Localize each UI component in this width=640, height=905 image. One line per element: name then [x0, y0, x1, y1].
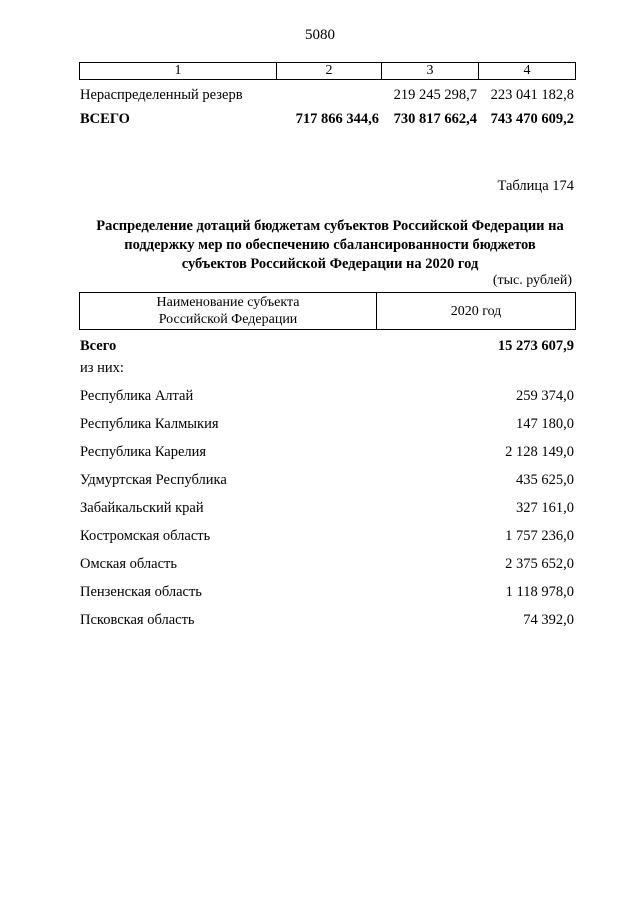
- title-line: поддержку мер по обеспечению сбалансированности бюджетов: [124, 237, 536, 253]
- region-name: Республика Карелия: [80, 444, 207, 460]
- region-name: Пензенская область: [80, 584, 202, 600]
- row-col4: 223 041 182,8: [490, 87, 574, 103]
- header-year-cell: 2020 год: [377, 293, 576, 330]
- list-item: [0, 554, 640, 574]
- region-value: 435 625,0: [516, 472, 574, 488]
- of-which-label: из них:: [80, 360, 124, 376]
- region-name: Костромская область: [80, 528, 211, 544]
- region-name: Республика Алтай: [80, 388, 194, 404]
- table-row-unallocated-reserve: [0, 85, 640, 105]
- table-number: Таблица 174: [497, 178, 574, 194]
- list-item: [0, 610, 640, 630]
- list-item: [0, 386, 640, 406]
- header-name-line2: Российской Федерации: [158, 312, 298, 327]
- header-name-cell: [80, 293, 377, 330]
- row-col3: 219 245 298,7: [393, 87, 477, 103]
- table-header: [79, 292, 576, 330]
- region-name: Удмуртская Республика: [80, 472, 227, 488]
- row-col3: 730 817 662,4: [393, 111, 477, 127]
- total-row: [0, 336, 640, 356]
- column-number-3: 3: [382, 63, 479, 80]
- list-item: [0, 442, 640, 462]
- region-value: 74 392,0: [523, 612, 574, 628]
- total-label: Всего: [80, 338, 117, 354]
- list-item: [0, 470, 640, 490]
- header-name-line1: Наименование субъекта: [156, 295, 300, 310]
- column-number-4: 4: [479, 63, 576, 80]
- table-title: [60, 217, 600, 274]
- row-label: ВСЕГО: [80, 111, 130, 127]
- region-name: Омская область: [80, 556, 177, 572]
- row-col4: 743 470 609,2: [490, 111, 574, 127]
- region-value: 1 757 236,0: [505, 528, 574, 544]
- region-name: Забайкальский край: [80, 500, 204, 516]
- units-label: (тыс. рублей): [492, 273, 572, 288]
- total-value: 15 273 607,9: [497, 338, 574, 354]
- region-value: 2 375 652,0: [505, 556, 574, 572]
- column-number-2: 2: [277, 63, 382, 80]
- table-row-grand-total: [0, 109, 640, 129]
- column-number-header: [79, 62, 576, 80]
- list-item: [0, 498, 640, 518]
- region-name: Псковская область: [80, 612, 195, 628]
- row-col2: 717 866 344,6: [295, 111, 379, 127]
- page-number: 5080: [305, 27, 335, 43]
- of-which-row: [0, 358, 640, 378]
- title-line: Распределение дотаций бюджетам субъектов Российской Федерации на: [96, 218, 564, 234]
- region-value: 1 118 978,0: [505, 584, 574, 600]
- title-line: субъектов Российской Федерации на 2020 год: [181, 256, 479, 272]
- list-item: [0, 526, 640, 546]
- region-value: 259 374,0: [516, 388, 574, 404]
- region-value: 327 161,0: [516, 500, 574, 516]
- region-value: 2 128 149,0: [505, 444, 574, 460]
- region-name: Республика Калмыкия: [80, 416, 219, 432]
- region-value: 147 180,0: [516, 416, 574, 432]
- row-label: Нераспределенный резерв: [80, 87, 243, 103]
- list-item: [0, 582, 640, 602]
- column-number-1: 1: [80, 63, 277, 80]
- list-item: [0, 414, 640, 434]
